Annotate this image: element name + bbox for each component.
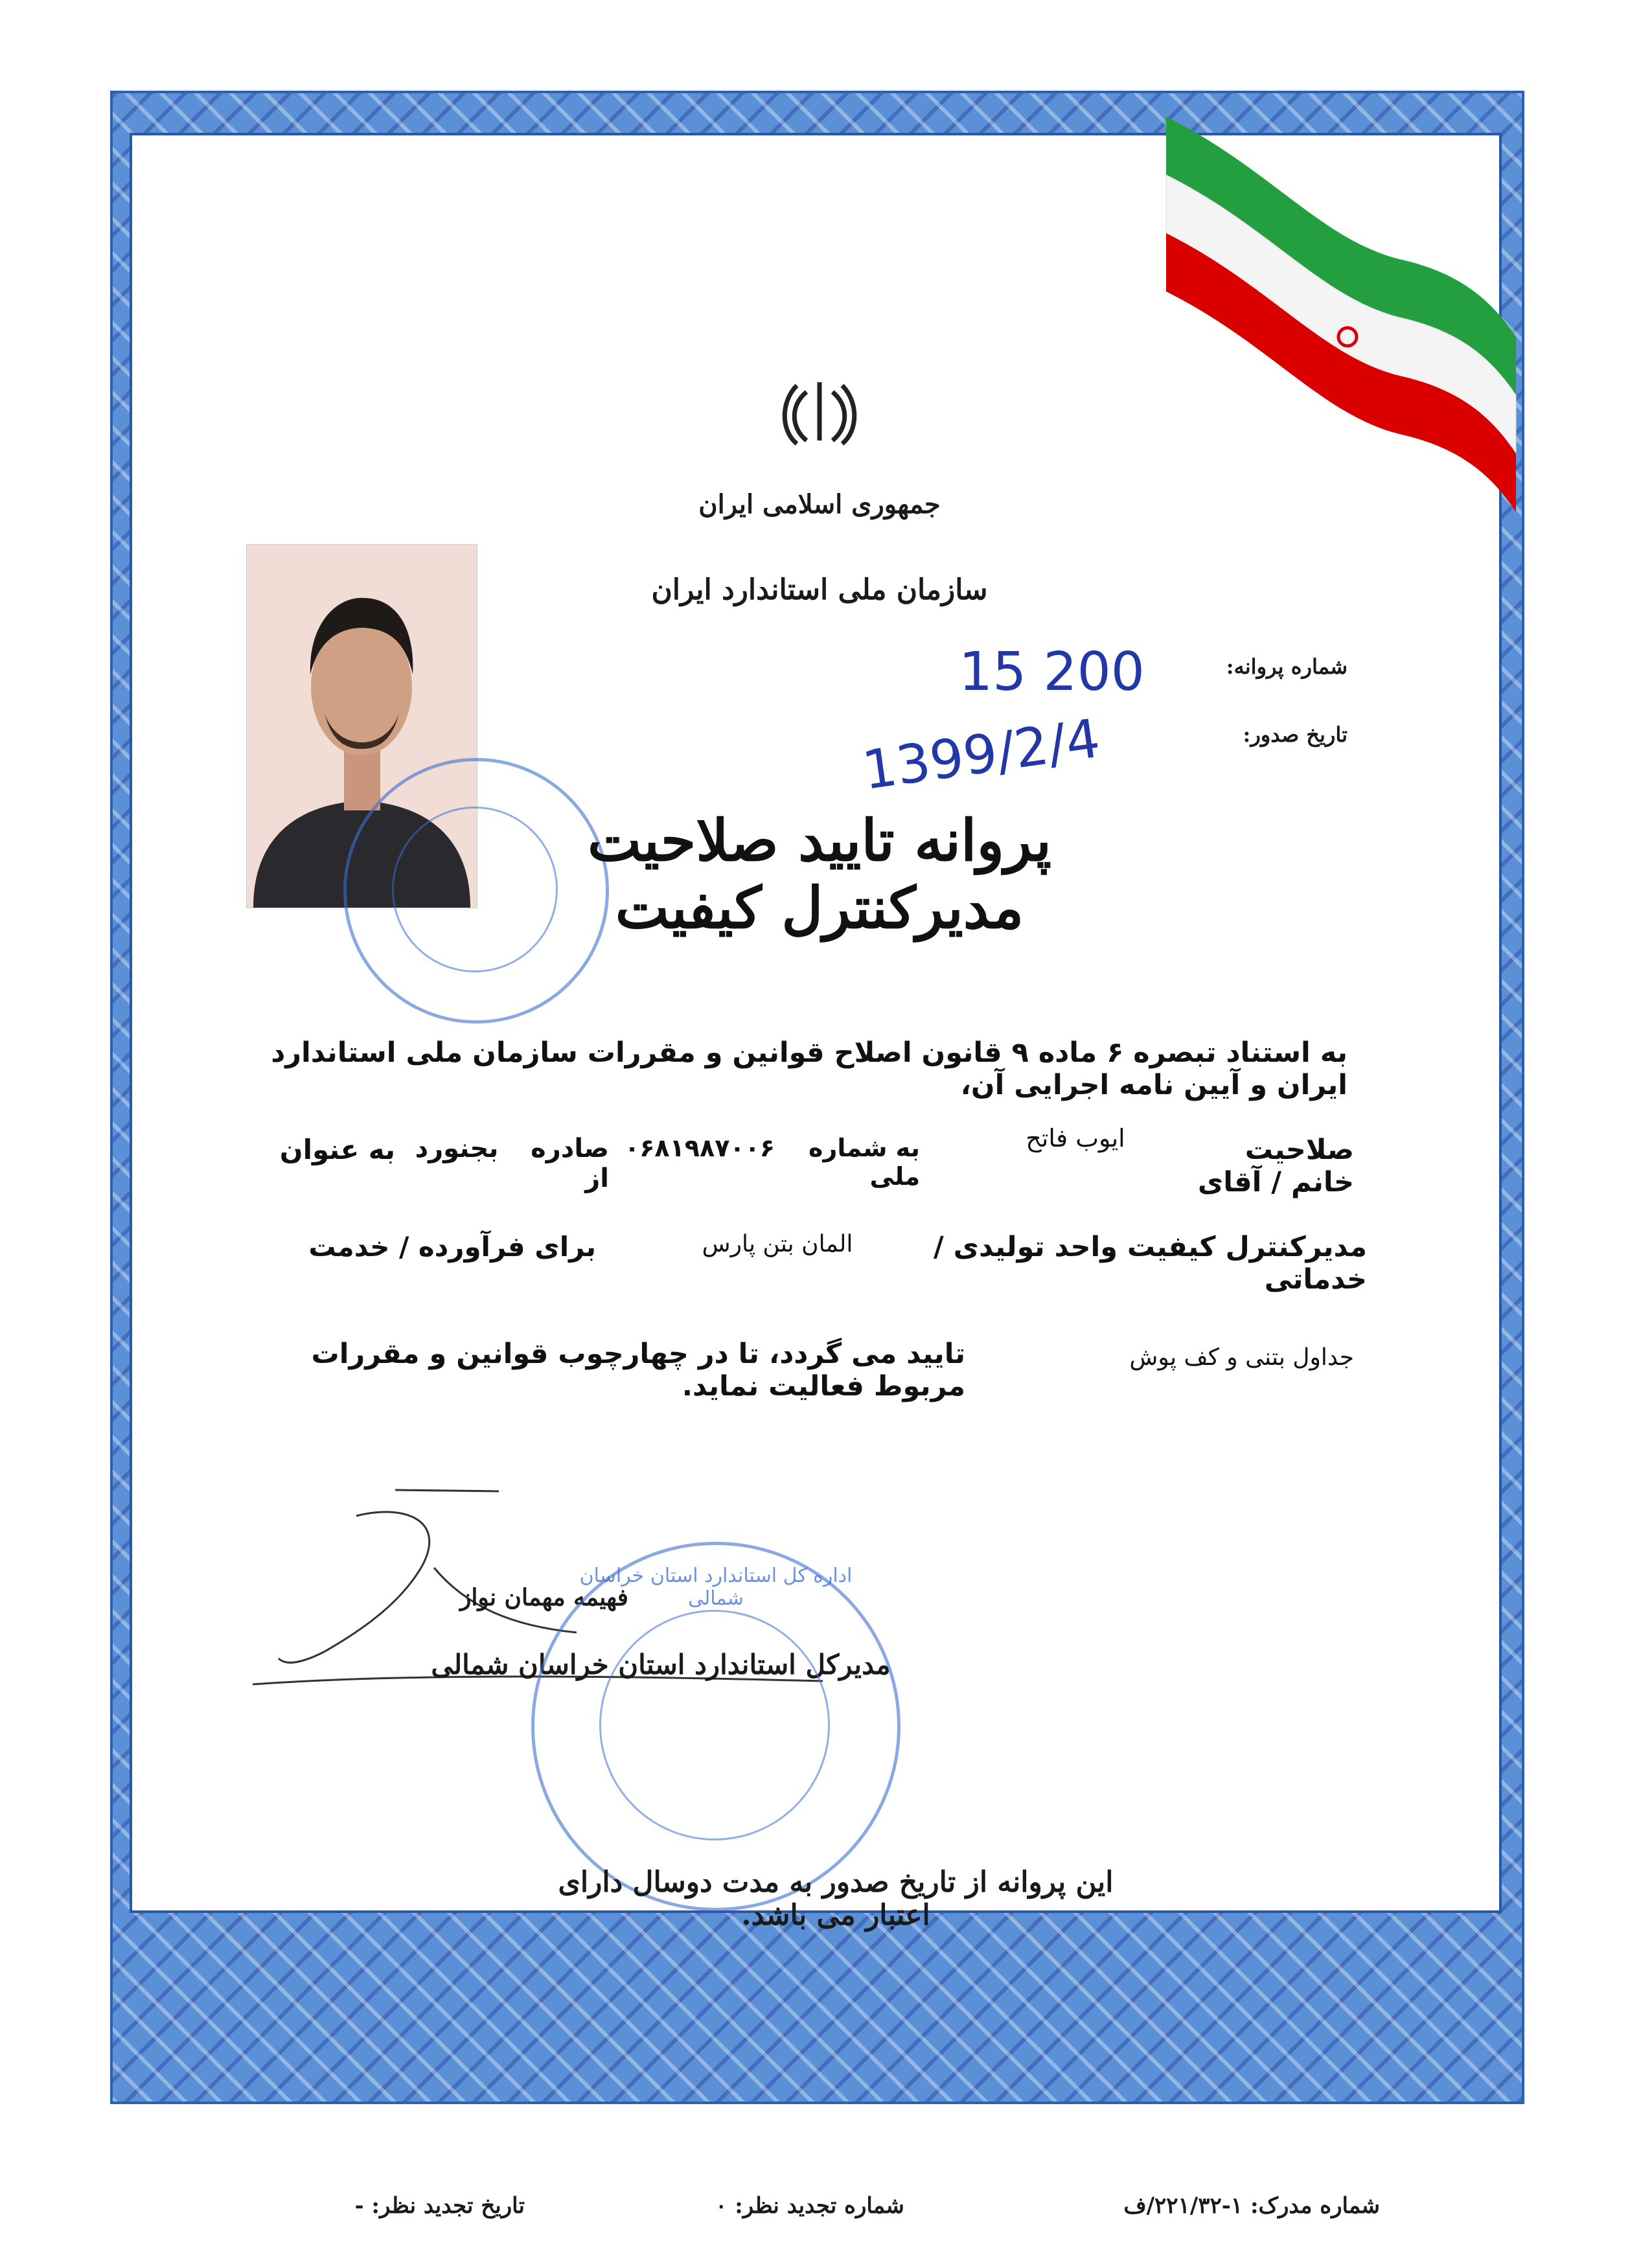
- country-name: جمهوری اسلامی ایران: [698, 489, 941, 520]
- signatory-name: فهیمه مهمان نواز: [460, 1584, 628, 1611]
- issued-from-value: بجنورد: [415, 1134, 499, 1163]
- body-line-3-prefix: مدیرکنترل کیفیت واحد تولیدی / خدماتی: [933, 1231, 1367, 1296]
- stamp-text: اداره کل استاندارد استان خراسان شمالی: [579, 1564, 853, 1610]
- body-line-1: به استناد تبصره ۶ ماده ۹ قانون اصلاح قوانین و مقررات سازمان ملی استاندارد ایران و آیین نامه اجرایی آن،: [271, 1037, 1348, 1101]
- official-stamp-bottom: [531, 1542, 901, 1911]
- product-name: جداول بتنی و کف پوش: [1129, 1344, 1354, 1371]
- organization-name: سازمان ملی استاندارد ایران: [651, 573, 988, 606]
- for-product-label: برای فرآورده / خدمت: [308, 1231, 596, 1263]
- body-label-mr-ms: صلاحیت خانم / آقای: [1197, 1134, 1354, 1198]
- validity-statement: این پروانه از تاریخ صدور به مدت دوسال دارای اعتبار می باشد.: [558, 1866, 1114, 1932]
- document-number: شماره مدرک: ۱-۲۲۱/۳۲/ف: [1123, 2193, 1380, 2219]
- body-line-4: تایید می گردد، تا در چهارچوب قوانین و مقررات مربوط فعالیت نماید.: [311, 1338, 965, 1403]
- renewal-date: تاریخ تجدید نظر: -: [354, 2193, 525, 2219]
- certificate-title: پروانه تایید صلاحیت مدیرکنترل کیفیت: [587, 807, 1052, 941]
- issue-date-value: 1399/2/4: [858, 707, 1104, 802]
- issued-from-label: صادره از: [531, 1134, 609, 1193]
- national-emblem-icon: [777, 376, 862, 447]
- national-id-label: به شماره ملی: [809, 1134, 920, 1191]
- signatory-title: مدیرکل استاندارد استان خراسان شمالی: [431, 1649, 891, 1680]
- person-name: ایوب فاتح: [1026, 1124, 1125, 1152]
- issue-date-label: تاریخ صدور:: [1243, 722, 1348, 747]
- as-label: به عنوان: [279, 1134, 395, 1165]
- production-unit-name: المان بتن پارس: [702, 1231, 853, 1257]
- renewal-number: شماره تجدید نظر: ۰: [715, 2193, 904, 2219]
- license-number-label: شماره پروانه:: [1226, 654, 1348, 679]
- national-id-value: ۰۶۸۱۹۸۷۰۰۶: [625, 1134, 775, 1162]
- iran-flag-icon: [1153, 91, 1519, 596]
- license-number-value: 15 200: [959, 641, 1145, 703]
